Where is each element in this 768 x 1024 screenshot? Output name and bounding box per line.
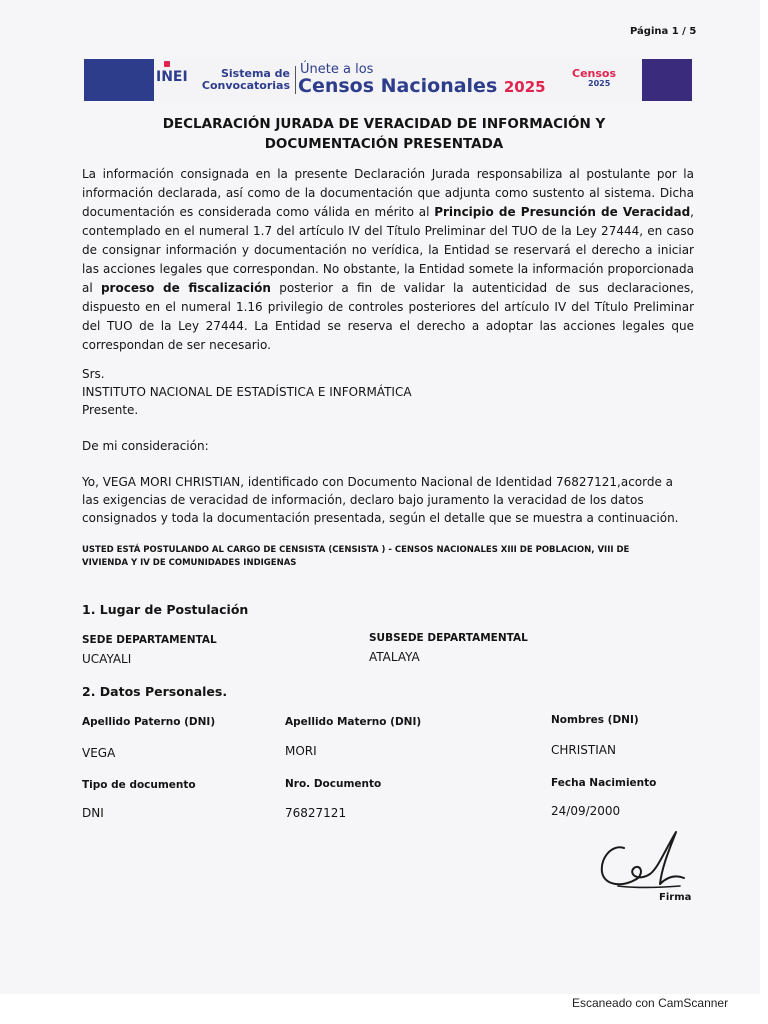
banner-divider <box>295 66 296 94</box>
subsede-label: SUBSEDE DEPARTAMENTAL <box>369 632 528 644</box>
title-line-1: DECLARACIÓN JURADA DE VERACIDAD DE INFORMACIÓN Y <box>162 116 606 132</box>
fecha-nacimiento-label: Fecha Nacimiento <box>551 777 657 789</box>
camscanner-footer: Escaneado con CamScanner <box>572 996 729 1010</box>
apellido-materno-label: Apellido Materno (DNI) <box>285 716 422 728</box>
declaration-line-1: Yo, VEGA MORI CHRISTIAN, identificado con Documento Nacional de Identidad 76827121,acorde a <box>82 475 674 489</box>
sede-value: UCAYALI <box>82 652 132 666</box>
title-line-2: DOCUMENTACIÓN PRESENTADA <box>264 136 504 152</box>
inei-logo: INEI <box>156 69 188 85</box>
cargo-line-1: USTED ESTÁ POSTULANDO AL CARGO DE CENSISTA (CENSISTA ) - CENSOS NACIONALES XIII DE POBLACION, VIII DE <box>82 545 630 555</box>
censos-logo-top: Censos <box>572 67 617 80</box>
paragraph-text-a: La información consignada en la presente Declaración Jurada responsabiliza al postulante por la información declarada, así como de la documentación que adjunta como sustento al sistema. Dicha documentación es considerada como válida en mérito al <box>82 167 694 219</box>
consideracion: De mi consideración: <box>82 439 209 453</box>
fecha-nacimiento-value: 24/09/2000 <box>551 804 621 818</box>
paragraph-text-b: , contemplado en el numeral 1.7 del artículo IV del Título Preliminar del TUO de la Ley 27444, en caso de consignar información y documentación no verídica, la Entidad se reservará el derecho a iniciar las acciones legales que correspondan. No obstante, la Entidad somete la información proporcionada al <box>82 205 694 295</box>
censos-title <box>298 75 546 97</box>
tipo-documento-value: DNI <box>82 806 104 820</box>
declaration-paragraph <box>82 165 694 355</box>
firma-label: Firma <box>659 892 692 903</box>
paragraph-text-c: posterior a fin de validar la autenticidad de sus declaraciones, dispuesto en el numeral 1.16 privilegio de controles posteriores del artículo IV del Título Preliminar del TUO de la Ley 27444. La Entidad se reserva el derecho a adoptar las acciones legales que correspondan de ser necesario. <box>82 281 694 352</box>
header-banner <box>84 59 692 101</box>
unete-text: Únete a los <box>300 62 374 77</box>
censos-logo <box>572 69 616 89</box>
section-datos-title: 2. Datos Personales. <box>82 684 228 699</box>
inei-logo-icon <box>164 61 170 67</box>
apellido-paterno-label: Apellido Paterno (DNI) <box>82 716 216 728</box>
apellido-paterno-value: VEGA <box>82 746 116 760</box>
censos-year: 2025 <box>503 78 546 96</box>
institution-name: INSTITUTO NACIONAL DE ESTADÍSTICA E INFORMÁTICA <box>82 385 412 399</box>
censos-text: Censos Nacionales <box>298 75 498 97</box>
banner-right-band <box>642 59 692 101</box>
principio-veracidad: Principio de Presunción de Veracidad <box>434 205 691 219</box>
nro-documento-label: Nro. Documento <box>285 778 382 790</box>
nro-documento-value: 76827121 <box>285 806 347 820</box>
presente: Presente. <box>82 403 139 417</box>
banner-left-band <box>84 59 154 101</box>
proceso-fiscalizacion: proceso de fiscalización <box>100 281 271 295</box>
subsede-value: ATALAYA <box>369 650 420 664</box>
tipo-documento-label: Tipo de documento <box>82 779 196 791</box>
signature-stroke <box>602 832 684 884</box>
nombres-label: Nombres (DNI) <box>551 714 639 726</box>
signature-image <box>594 828 688 894</box>
salutation: Srs. <box>82 367 105 381</box>
declaration-line-2: las exigencias de veracidad de información, declaro bajo juramento la veracidad de los datos <box>82 493 644 507</box>
cargo-line-2: VIVIENDA Y IV DE COMUNIDADES INDIGENAS <box>82 558 297 568</box>
page-number: Página 1 / 5 <box>630 26 697 37</box>
censos-logo-bottom: 2025 <box>588 79 611 88</box>
nombres-value: CHRISTIAN <box>551 743 616 757</box>
document-title <box>100 114 668 154</box>
apellido-materno-value: MORI <box>285 744 317 758</box>
section-lugar-title: 1. Lugar de Postulación <box>82 602 249 617</box>
declaration-line-3: consignados y toda la documentación presentada, según el detalle que se muestra a continuación. <box>82 511 679 525</box>
sede-label: SEDE DEPARTAMENTAL <box>82 634 217 646</box>
sistema-convocatorias: Sistema de Convocatorias <box>201 67 290 92</box>
signature-underline <box>618 886 680 888</box>
